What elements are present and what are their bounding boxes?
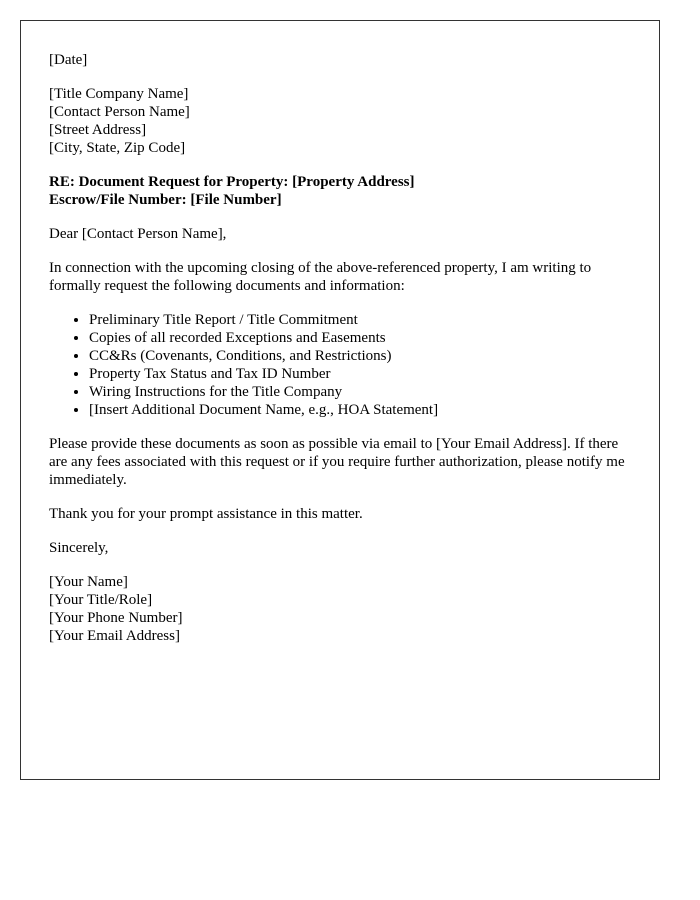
file-number-line: Escrow/File Number: [File Number]: [49, 192, 282, 208]
recipient-city-state-zip: [City, State, Zip Code]: [49, 140, 186, 156]
list-item: • Copies of all recorded Exceptions and Easements: [89, 329, 631, 347]
letter-page: [20, 20, 660, 780]
request-paragraph: Please provide these documents as soon as possible via email to [Your Email Address]. If there are any fees associated with this request or if you require further authorization, please notify me immediately.: [49, 436, 625, 488]
recipient-contact: [Contact Person Name]: [49, 104, 190, 120]
signature-email: [Your Email Address]: [49, 628, 180, 644]
re-line: RE: Document Request for Property: [Property Address]: [49, 174, 415, 190]
salutation: Dear [Contact Person Name],: [49, 226, 227, 242]
signature-phone: [Your Phone Number]: [49, 610, 183, 626]
signature-block: [49, 573, 631, 645]
list-item: • CC&Rs (Covenants, Conditions, and Restrictions): [89, 347, 631, 365]
recipient-street: [Street Address]: [49, 122, 147, 138]
document-list: [49, 311, 631, 419]
signature-title: [Your Title/Role]: [49, 592, 153, 608]
signature-name: [Your Name]: [49, 574, 128, 590]
recipient-address: [49, 85, 631, 157]
letter-date: [49, 51, 631, 69]
list-item: • Preliminary Title Report / Title Commitment: [89, 311, 631, 329]
list-item: • [Insert Additional Document Name, e.g., HOA Statement]: [89, 401, 631, 419]
intro-paragraph: In connection with the upcoming closing of the above-referenced property, I am writing to formally request the following documents and information:: [49, 260, 592, 294]
subject-block: [49, 173, 631, 209]
list-item: • Property Tax Status and Tax ID Number: [89, 365, 631, 383]
closing: Sincerely,: [49, 540, 109, 556]
recipient-company: [Title Company Name]: [49, 86, 189, 102]
thanks-paragraph: Thank you for your prompt assistance in this matter.: [49, 506, 363, 522]
list-item: • Wiring Instructions for the Title Company: [89, 383, 631, 401]
date-text: [Date]: [49, 52, 88, 68]
